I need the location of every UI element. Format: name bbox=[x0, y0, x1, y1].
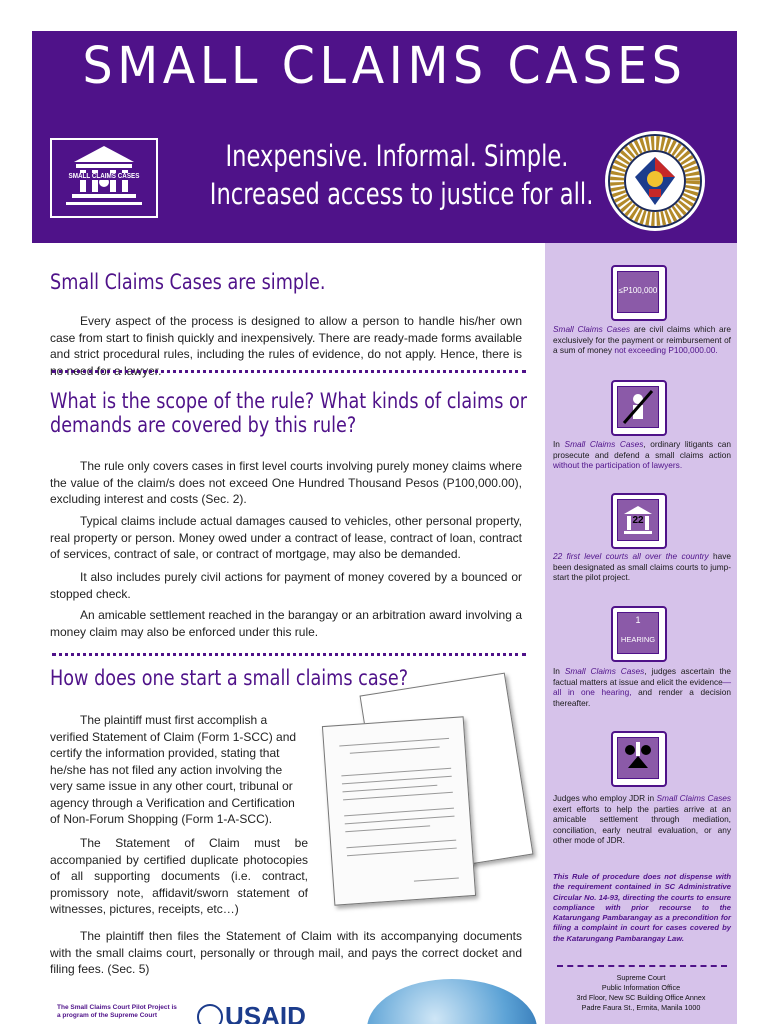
sidebar-divider bbox=[557, 965, 727, 967]
address-line-3: 3rd Floor, New SC Building Office Annex bbox=[576, 993, 706, 1002]
logo-text: SMALL CLAIMS CASES bbox=[57, 173, 151, 180]
footer-logos bbox=[57, 1001, 527, 1024]
hearing-count-label: 1 bbox=[635, 615, 641, 625]
sidebar-item-4-highlight: —all in one hearing, bbox=[553, 676, 732, 698]
courts-count-label: 22 bbox=[632, 515, 644, 526]
heading-scope-1: What is the scope of the rule? What kinds of claims or bbox=[50, 389, 528, 413]
brochure-page bbox=[32, 31, 737, 1024]
usaid-seal-icon bbox=[197, 1004, 223, 1024]
heading-simple: Small Claims Cases are simple. bbox=[50, 270, 326, 294]
sidebar-item-4-prefix: In bbox=[553, 666, 565, 676]
money-limit-label: ≤P100,000 bbox=[618, 286, 658, 295]
page-title: SMALL CLAIMS CASES bbox=[82, 37, 687, 96]
start-para-2: The Statement of Claim must be accompanied by certified duplicate photocopies of all supporting documents (i.e. contract, promissory note, affidavit/sworn statement of witnesses, pictures, receipts, etc…) bbox=[50, 836, 308, 916]
gavel-icon bbox=[617, 612, 659, 654]
start-para-3: The plaintiff then files the Statement of Claim with its accompanying documents with the small claims court, personally or through mail, and pays the correct docket and filing fees. (Sec. 5) bbox=[50, 929, 522, 976]
scope-para-4: An amicable settlement reached in the barangay or an arbitration award involving a money claim may also be enforced under this rule. bbox=[50, 608, 522, 639]
address-line-1: Supreme Court bbox=[616, 973, 666, 982]
supreme-court-seal bbox=[603, 129, 707, 233]
courthouse-icon bbox=[617, 499, 659, 541]
no-lawyer-icon bbox=[617, 386, 659, 428]
header-banner bbox=[32, 31, 737, 243]
sidebar-item-2-highlight: without the participation of lawyers. bbox=[553, 460, 683, 471]
scope-para-3: It also includes purely civil actions for payment of money covered by a bounced or stopped check. bbox=[50, 570, 522, 601]
globe-image bbox=[367, 979, 537, 1024]
usaid-logo: USAID bbox=[225, 1001, 306, 1024]
sidebar-item-2-em: Small Claims Cases bbox=[564, 439, 644, 449]
sidebar-item-5-text: exert efforts to help the parties arrive at an amicable settlement through mediation, conciliation, early neutral evaluation, or any other mode of JDR. bbox=[553, 803, 731, 846]
sidebar-item-1-em: Small Claims Cases bbox=[553, 324, 630, 334]
simple-paragraph: Every aspect of the process is designed to allow a person to handle his/her own case from start to finish quickly and inexpensively. There are ready-made forms available and strict procedural rules, including the rules of evidence, do not apply. Hence, there is no need for a lawyer. bbox=[50, 314, 522, 378]
tagline-secondary: Increased access to justice for all. bbox=[209, 177, 594, 211]
start-para-1: The plaintiff must first accomplish a verified Statement of Claim (Form 1-SCC) and certify the information provided, stating that he/she has not filed any action involving the very same issue in any other court, tribunal or agency through a Verification and Certification of Non-Forum Shopping (Form 1-A-SCC). bbox=[50, 713, 297, 826]
sidebar-item-1 bbox=[553, 324, 731, 356]
sidebar-item-3 bbox=[553, 551, 731, 583]
sidebar-item-2-text: , ordinary litigants can prosecute and defend a small claims action bbox=[553, 439, 731, 460]
office-address bbox=[545, 973, 737, 1013]
address-line-2: Public Information Office bbox=[601, 983, 681, 992]
divider bbox=[52, 370, 526, 373]
katarungang-note: This Rule of procedure does not dispense with the requirement contained in SC Administrative Circular No. 14-93, directing the courts to ensure compliance with prior recourse to the Katarungang Pambarangay as a precondition for filing a complaint in court for cases covered by the Katarungang Pambarangay Law. bbox=[553, 872, 731, 943]
sidebar-item-1-text: are civil claims which are exclusively for the payment or reimbursement of a sum of money bbox=[553, 324, 731, 356]
jdr-box bbox=[611, 731, 667, 787]
form-sheet-front bbox=[322, 716, 476, 905]
tagline-primary: Inexpensive. Informal. Simple. bbox=[225, 139, 569, 173]
sidebar-item-2-prefix: In bbox=[553, 439, 565, 449]
sidebar-item-2 bbox=[553, 439, 731, 471]
courts-box bbox=[611, 493, 667, 549]
sidebar-item-5-em: Small Claims Cases bbox=[656, 793, 731, 803]
sidebar-item-4 bbox=[553, 666, 731, 708]
no-lawyers-box bbox=[611, 380, 667, 436]
money-limit-icon bbox=[617, 271, 659, 313]
one-hearing-box bbox=[611, 606, 667, 662]
scope-para-2: Typical claims include actual damages caused to vehicles, other personal property, real property or person. Money owed under a contract of lease, contract of loan, contract of services, contract of sale, or contract of mortgage, may also be demanded. bbox=[50, 514, 522, 561]
small-claims-logo bbox=[50, 138, 158, 218]
pilot-note: The Small Claims Court Pilot Project is a program of the Supreme Court bbox=[57, 1004, 177, 1019]
address-line-4: Padre Faura St., Ermita, Manila 1000 bbox=[581, 1003, 701, 1012]
sidebar-item-4-em: Small Claims Cases bbox=[564, 666, 645, 676]
sidebar-item-5 bbox=[553, 793, 731, 846]
divider bbox=[52, 653, 526, 656]
sidebar-item-1-highlight: not exceeding P100,000.00. bbox=[614, 345, 718, 356]
sidebar bbox=[545, 243, 737, 1024]
claim-form-image bbox=[318, 683, 530, 905]
sidebar-item-3-text: have been designated as small claims courts to jump-start the pilot project. bbox=[553, 551, 731, 583]
sidebar-item-3-em: 22 first level courts all over the country bbox=[553, 551, 709, 561]
sidebar-item-4-text: , judges ascertain the factual matters at issue and elicit the evidence bbox=[553, 666, 731, 687]
hearing-label: HEARING bbox=[620, 635, 656, 644]
heading-start-case: How does one start a small claims case? bbox=[50, 666, 409, 690]
heading-scope-2: demands are covered by this rule? bbox=[50, 413, 357, 437]
scope-para-1: The rule only covers cases in first level courts involving purely money claims where the value of the claim/s does not exceed One Hundred Thousand Pesos (P100,000.00), excluding interest and costs (Sec. 2). bbox=[50, 459, 522, 506]
sidebar-item-5-prefix: Judges who employ JDR in bbox=[553, 793, 657, 803]
money-limit-box bbox=[611, 265, 667, 321]
scales-icon bbox=[617, 737, 659, 779]
sidebar-item-4-end: and render a decision thereafter. bbox=[553, 687, 731, 708]
